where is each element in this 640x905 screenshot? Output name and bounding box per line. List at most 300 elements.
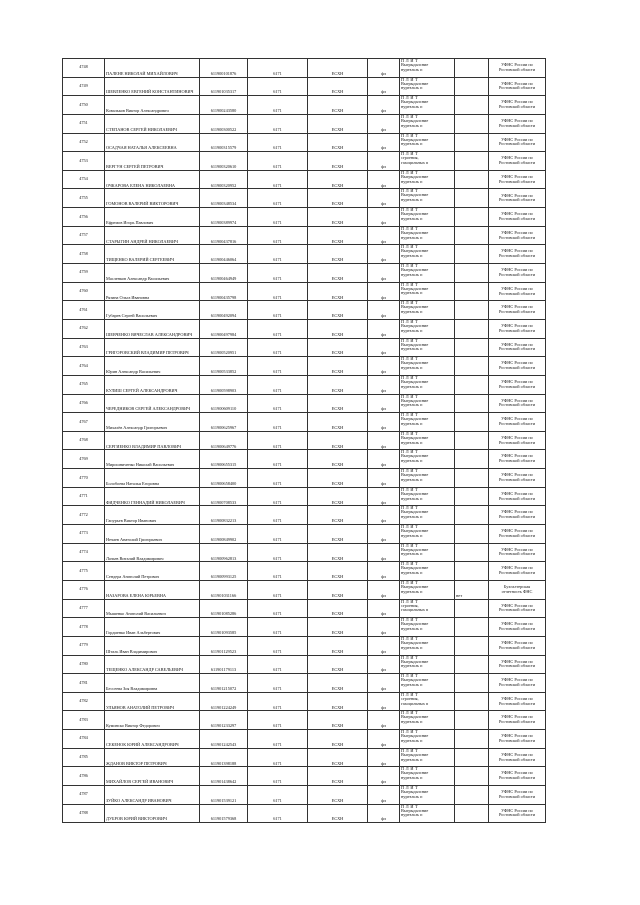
flag-cell [455, 506, 489, 525]
flag-cell [455, 618, 489, 637]
c4-text: ЕСХН [331, 294, 344, 300]
table-row [63, 96, 546, 115]
c5-text: фл [381, 275, 386, 281]
c3-text: 6171 [273, 89, 282, 95]
note-line-2: нурезльзь п [401, 66, 423, 72]
tax-regime-cell [308, 282, 368, 301]
name-text: НАЗАРОВА ЕЛЕНА ЮРЬЕВНА [106, 592, 167, 598]
taxpayer-name-cell [105, 785, 200, 804]
note-line-1: Выгрыдалсние [401, 192, 429, 198]
authority-line-1: УФНС России по [501, 677, 533, 683]
code-cell [248, 208, 308, 227]
code-cell [248, 562, 308, 581]
note-prefix: П Л И Т [401, 282, 419, 287]
table-row [63, 469, 546, 488]
taxpayer-name-cell [105, 543, 200, 562]
tax-id-cell [200, 189, 248, 208]
note-line-1: Выгрыдалсние [401, 658, 429, 664]
note-cell [400, 562, 455, 581]
n-text: 4761 [79, 306, 88, 312]
row-number-cell [63, 655, 105, 674]
c4-text: ЕСХН [331, 723, 344, 729]
note-line-2: нурезльзь п [401, 104, 423, 110]
c5-text: фл [381, 387, 386, 393]
note-cell [400, 226, 455, 245]
taxpayer-name-cell [105, 655, 200, 674]
table-row [63, 748, 546, 767]
note-line-2: нурезльзь п [401, 626, 423, 632]
n-text: 4784 [79, 735, 88, 741]
taxpayer-name-cell [105, 189, 200, 208]
authority-line-2: Ростовской области [498, 327, 536, 333]
c4-text: ЕСХН [331, 630, 344, 636]
c5-text: фл [381, 630, 386, 636]
authority-line-1: УФНС России по [501, 472, 533, 478]
note-line-2: нурезльзь п [401, 85, 423, 91]
c3-text: 6171 [273, 443, 282, 449]
tax-id-cell [200, 469, 248, 488]
authority-cell [489, 301, 546, 320]
row-number-cell [63, 264, 105, 283]
note-line-1: Выгрыдалсние [401, 229, 429, 235]
flag-cell [455, 580, 489, 599]
c4-text: ЕСХН [331, 126, 344, 132]
table-row [63, 767, 546, 786]
tax-regime-cell [308, 618, 368, 637]
note-line-2: нурезльзь п [401, 271, 423, 277]
person-type-cell [368, 319, 400, 338]
authority-cell [489, 245, 546, 264]
row-number-cell [63, 580, 105, 599]
c4-text: ЕСХН [331, 387, 344, 393]
person-type-cell [368, 59, 400, 78]
authority-cell [489, 711, 546, 730]
note-line-2: нурезльзь п [401, 327, 423, 333]
flag-cell [455, 133, 489, 152]
table-row [63, 543, 546, 562]
name-text: ОСАДЧАЯ НАТАЛЬЯ АЛЕКСЕЕВНА [106, 145, 177, 151]
c4-text: ЕСХН [331, 704, 344, 710]
row-number-cell [63, 804, 105, 823]
note-line-2: нурезльзь п [401, 756, 423, 762]
c5-text: фл [381, 406, 386, 412]
taxpayer-name-cell [105, 338, 200, 357]
flag-cell [455, 730, 489, 749]
row-number-cell [63, 59, 105, 78]
n-text: 4768 [79, 437, 88, 443]
tax-id-cell [200, 264, 248, 283]
doc-text: 611900315579 [210, 145, 237, 151]
note-line-2: нурезльзь п [401, 253, 423, 259]
person-type-cell [368, 338, 400, 357]
flag-cell [455, 264, 489, 283]
c4-text: ЕСХН [331, 145, 344, 151]
note-prefix: П Л И Т [401, 599, 419, 604]
flag-cell [455, 114, 489, 133]
authority-line-1: УФНС России по [501, 136, 533, 142]
note-cell [400, 599, 455, 618]
note-prefix: П Л И Т [401, 356, 419, 362]
authority-line-2: Ростовской области [498, 309, 536, 315]
name-text: СЕРГИЕНКО ВЛАДИМИР ПАВЛОВИЧ [106, 443, 181, 449]
flag-cell [455, 525, 489, 544]
tax-regime-cell [308, 189, 368, 208]
row-number-cell [63, 96, 105, 115]
row-number-cell [63, 599, 105, 618]
taxpayer-name-cell [105, 618, 200, 637]
taxpayer-name-cell [105, 431, 200, 450]
authority-cell [489, 674, 546, 693]
n-text: 4762 [79, 325, 88, 331]
note-prefix: П Л И Т [401, 487, 419, 492]
table-row [63, 525, 546, 544]
c5-text: фл [381, 219, 386, 225]
note-line-1: Выгрыдалсние [401, 397, 429, 403]
name-text: ВЕРГУН СЕРГЕЙ ПЕТРОВИЧ [106, 164, 164, 170]
person-type-cell [368, 301, 400, 320]
flag-cell [455, 562, 489, 581]
flag-cell [455, 245, 489, 264]
doc-text: 611901438642 [210, 779, 237, 785]
n-text: 4756 [79, 213, 88, 219]
row-number-cell [63, 469, 105, 488]
taxpayer-name-cell [105, 264, 200, 283]
authority-line-2: Ростовской области [498, 719, 536, 725]
authority-line-1: УФНС России по [501, 378, 533, 384]
c3-text: 6171 [273, 555, 282, 561]
note-cell [400, 655, 455, 674]
note-line-2: нурезльзь п [401, 122, 423, 128]
taxpayer-name-cell [105, 730, 200, 749]
note-line-1: Выгрыдалсние [401, 733, 429, 739]
c5-text: фл [381, 108, 386, 114]
flag-cell [455, 394, 489, 413]
doc-text: 611900962813 [210, 555, 237, 561]
name-text: Ковальков Виктор Александрович [106, 108, 169, 114]
tax-regime-cell [308, 245, 368, 264]
code-cell [248, 543, 308, 562]
note-cell [400, 674, 455, 693]
tax-id-cell [200, 226, 248, 245]
name-text: СТАРЫГИН АНДРЕЙ НИКОЛАЕВИЧ [106, 238, 178, 244]
tax-regime-cell [308, 357, 368, 376]
note-prefix: П Л И Т [401, 449, 419, 455]
doc-text: 611900993125 [210, 574, 237, 580]
taxpayer-name-cell [105, 319, 200, 338]
note-prefix: П Л И Т [401, 300, 419, 306]
tax-regime-cell [308, 636, 368, 655]
name-text: ГРИГОРОВСКИЙ ВЛАДИМИР ПЕТРОВИЧ [106, 350, 189, 356]
c3-text: 6171 [273, 70, 282, 76]
authority-line-2: Ростовской области [498, 495, 536, 501]
authority-line-2: Ростовской области [498, 663, 536, 669]
authority-line-2: Ростовской области [498, 476, 536, 482]
name-text: СТЕПАНОВ СЕРГЕЙ НИКОЛАЕВИЧ [106, 126, 177, 132]
c5-text: фл [381, 779, 386, 785]
note-cell [400, 785, 455, 804]
c5-text: фл [381, 518, 386, 524]
authority-cell [489, 59, 546, 78]
tax-regime-cell [308, 77, 368, 96]
doc-text: 611900658400 [210, 480, 237, 486]
note-prefix: П Л И Т [401, 114, 419, 119]
note-line-1: Выгрыдалсние [401, 117, 429, 123]
c3-text: 6171 [273, 760, 282, 766]
tax-id-cell [200, 338, 248, 357]
authority-line-2: Ростовской области [498, 644, 536, 650]
note-line-2: нурезльзь п [401, 290, 423, 296]
note-line-1: Выгрыдалсние [401, 714, 429, 720]
row-number-cell [63, 338, 105, 357]
code-cell [248, 730, 308, 749]
person-type-cell [368, 152, 400, 171]
note-line-1: Выгрыдалсние [401, 248, 429, 254]
note-line-1: Выгрыдалсние [401, 304, 429, 310]
c4-text: ЕСХН [331, 518, 344, 524]
name-text: Губарев Сергей Васильевич [106, 313, 158, 319]
taxpayer-name-cell [105, 152, 200, 171]
table-row [63, 506, 546, 525]
authority-cell [489, 525, 546, 544]
n-text: 4787 [79, 791, 88, 797]
taxpayer-name-cell [105, 226, 200, 245]
n-text: 4751 [79, 120, 88, 126]
note-line-2: нурезльзь п [401, 737, 423, 743]
code-cell [248, 301, 308, 320]
authority-line-1: УФНС России по [501, 341, 533, 347]
c5-text: фл [381, 145, 386, 151]
taxpayer-name-cell [105, 96, 200, 115]
c4-text: ЕСХН [331, 369, 344, 375]
flag-cell [455, 804, 489, 823]
note-line-2: нурезльзь п [401, 234, 423, 240]
note-prefix: П Л И Т [401, 58, 419, 63]
authority-line-1: УФНС России по [501, 621, 533, 627]
note-line-2: нурезльзь п [401, 346, 423, 352]
tax-id-cell [200, 59, 248, 78]
authority-line-2: Ростовской области [498, 681, 536, 687]
n-text: 4788 [79, 810, 88, 816]
code-cell [248, 692, 308, 711]
row-number-cell [63, 543, 105, 562]
c3-text: 6171 [273, 518, 282, 524]
table-row [63, 636, 546, 655]
c5-text: фл [381, 331, 386, 337]
code-cell [248, 785, 308, 804]
authority-line-1: УФНС России по [501, 397, 533, 403]
authority-line-1: УФНС России по [501, 789, 533, 794]
note-prefix: П Л И Т [401, 375, 419, 380]
table-row [63, 580, 546, 599]
flag-cell [455, 226, 489, 245]
c5-text: фл [381, 499, 386, 505]
code-cell [248, 59, 308, 78]
doc-text: 611900625967 [210, 425, 237, 431]
c5-text: фл [381, 313, 386, 319]
c3-text: 6171 [273, 779, 282, 785]
tax-id-cell [200, 133, 248, 152]
c4-text: ЕСХН [331, 70, 344, 76]
row-number-cell [63, 748, 105, 767]
flag-cell [455, 748, 489, 767]
flag-cell [455, 59, 489, 78]
c3-text: 6171 [273, 462, 282, 468]
tax-id-cell [200, 450, 248, 469]
person-type-cell [368, 96, 400, 115]
c4-text: ЕСХН [331, 350, 344, 356]
flag-cell [455, 767, 489, 786]
c3-text: 6171 [273, 499, 282, 505]
n-text: 4758 [79, 250, 88, 256]
flag-cell [455, 711, 489, 730]
note-prefix: П Л И Т [401, 319, 419, 324]
authority-cell [489, 618, 546, 637]
n-text: 4782 [79, 698, 88, 704]
c3-text: 6171 [273, 611, 282, 617]
authority-cell [489, 357, 546, 376]
person-type-cell [368, 413, 400, 432]
note-line-1: Выгрыдалсние [401, 322, 429, 328]
c3-text: 6171 [273, 294, 282, 300]
row-number-cell [63, 282, 105, 301]
taxpayer-name-cell [105, 711, 200, 730]
code-cell [248, 525, 308, 544]
authority-cell [489, 767, 546, 786]
tax-regime-cell [308, 543, 368, 562]
tax-id-cell [200, 748, 248, 767]
c5-text: фл [381, 611, 386, 617]
c4-text: ЕСХН [331, 536, 344, 542]
note-prefix: П Л И Т [401, 77, 419, 82]
tax-id-cell [200, 730, 248, 749]
c3-text: 6171 [273, 667, 282, 673]
row-number-cell [63, 77, 105, 96]
doc-text: 611900533852 [210, 369, 237, 375]
c4-text: ЕСХН [331, 219, 344, 225]
c4-text: ЕСХН [331, 443, 344, 449]
note-prefix: П Л И Т [401, 412, 419, 418]
tax-regime-cell [308, 748, 368, 767]
name-text: УЛЬЯНОВ АНАТОЛИЙ ПЕТРОВИЧ [106, 704, 174, 710]
note-line-2: нурезльзь п [401, 458, 423, 464]
table-row [63, 59, 546, 78]
code-cell [248, 96, 308, 115]
flag-cell [455, 301, 489, 320]
row-number-cell [63, 431, 105, 450]
note-line-1: Выгрыдалсние [401, 416, 429, 422]
tax-id-cell [200, 152, 248, 171]
c5-text: фл [381, 816, 386, 822]
note-cell [400, 96, 455, 115]
code-cell [248, 431, 308, 450]
taxpayer-name-cell [105, 580, 200, 599]
code-cell [248, 319, 308, 338]
authority-line-2: Ростовской области [498, 141, 536, 147]
flag-cell [455, 413, 489, 432]
c4-text: ЕСХН [331, 779, 344, 785]
code-cell [248, 77, 308, 96]
n-text: 4750 [79, 101, 88, 107]
tax-id-cell [200, 96, 248, 115]
tax-regime-cell [308, 767, 368, 786]
authority-cell [489, 431, 546, 450]
code-cell [248, 618, 308, 637]
doc-text: 611900320610 [210, 164, 237, 170]
name-text: Шталь Иван Владимирович [106, 648, 157, 654]
tax-regime-cell [308, 599, 368, 618]
code-cell [248, 114, 308, 133]
note-line-2: нурезльзь п [401, 514, 423, 520]
c4-text: ЕСХН [331, 574, 344, 580]
note-line-1: Выгрыдалсние [401, 453, 429, 459]
note-line-1: Выгрыдалсние [401, 639, 429, 645]
authority-cell [489, 785, 546, 804]
name-text: Гордиенко Иван Альбертович [106, 630, 161, 636]
doc-text: 611900435798 [210, 294, 237, 300]
code-cell [248, 599, 308, 618]
tax-id-cell [200, 525, 248, 544]
c5-text: фл [381, 89, 386, 95]
note-line-2: нурезльзь п [401, 215, 423, 221]
person-type-cell [368, 114, 400, 133]
authority-line-2: Ростовской области [498, 793, 536, 799]
flag-cell [455, 152, 489, 171]
authority-cell [489, 208, 546, 227]
c3-text: 6171 [273, 387, 282, 393]
c5-text: фл [381, 760, 386, 766]
c3-text: 6171 [273, 350, 282, 356]
note-line-2: нурезльзь п [401, 309, 423, 315]
authority-cell [489, 506, 546, 525]
tax-regime-cell [308, 59, 368, 78]
table-row [63, 599, 546, 618]
tax-id-cell [200, 580, 248, 599]
note-cell [400, 413, 455, 432]
code-cell [248, 133, 308, 152]
doc-text: 611900849902 [210, 536, 237, 542]
note-line-2: нурезльзь п [401, 420, 423, 426]
code-cell [248, 413, 308, 432]
c5-text: фл [381, 667, 386, 673]
authority-line-2: Ростовской области [498, 160, 536, 166]
authority-line-2: Ростовской области [498, 122, 536, 128]
person-type-cell [368, 375, 400, 394]
doc-text: 611900598903 [210, 387, 237, 393]
tax-regime-cell [308, 394, 368, 413]
flag-cell [455, 357, 489, 376]
n-text: 4748 [79, 64, 88, 70]
tax-regime-cell [308, 301, 368, 320]
n-text: 4779 [79, 642, 88, 648]
note-cell [400, 469, 455, 488]
table-row [63, 674, 546, 693]
n-text: 4764 [79, 362, 88, 368]
note-cell [400, 245, 455, 264]
authority-line-1: УФНС России по [501, 565, 533, 571]
code-cell [248, 748, 308, 767]
n-text: 4753 [79, 157, 88, 163]
tax-id-cell [200, 618, 248, 637]
authority-line-2: Ростовской области [498, 271, 536, 277]
authority-cell [489, 264, 546, 283]
note-line-2: нурезльзь п [401, 402, 423, 408]
note-prefix: П Л И Т [401, 431, 419, 436]
taxpayer-name-cell [105, 170, 200, 189]
row-number-cell [63, 487, 105, 506]
note-prefix: П Л И Т [401, 561, 419, 567]
taxpayer-name-cell [105, 301, 200, 320]
taxpayer-name-cell [105, 525, 200, 544]
